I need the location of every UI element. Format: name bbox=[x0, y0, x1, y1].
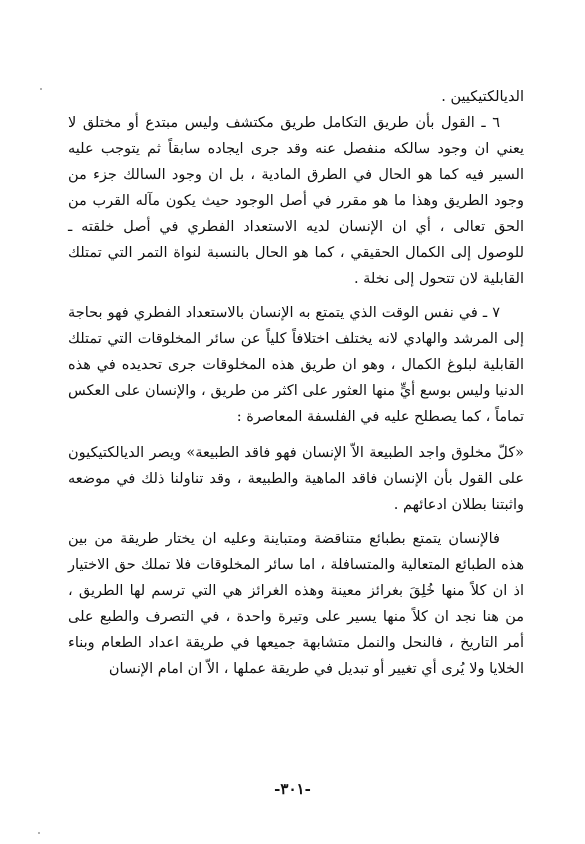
paragraph-point-7: ٧ ـ في نفس الوقت الذي يتمتع به الإنسان بالاستعداد الفطري فهو بحاجة إلى المرشد والهادي لانه يختلف اختلافاً كلياً عن سائر المخلوقات التي تمتلك القابلية لبلوغ الكمال ، وهو ان طريق هذه المخلوقات جرى تحديده في هذه الدنيا وليس بوسع أيٍّ منها العثور على اكثر من طريق ، والإنسان على العكس تماماً ، كما يصطلح عليه في الفلسفة المعاصرة : bbox=[68, 305, 524, 425]
paragraph-point-6: ٦ ـ القول بأن طريق التكامل طريق مكتشف وليس مبتدع أو مختلق لا يعني ان وجود سالكه منفصل عنه وقد جرى ايجاده سابقاً ثم يتوجب عليه السير فيه كما هو الحال في الطرق المادية ، بل ان وجود السالك جزء من وجود الطريق وهذا ما هو مقرر في أصل الوجود حيث يكون مآله القرب من الحق تعالى ، أي ان الإنسان لديه الاستعداد الفطري في أصل خلقته ـ للوصول إلى الكمال الحقيقي ، كما هو الحال بالنسبة لنواة التمر التي تمتلك القابلية لان تتحول إلى نخلة . bbox=[68, 115, 524, 287]
paragraph-continuation: الديالكتيكيين . bbox=[441, 89, 524, 105]
paragraph-human-nature: فالإنسان يتمتع بطبائع متناقضة ومتباينة وعليه ان يختار طريقة من بين هذه الطبائع المتعالية والمتسافلة ، اما سائر المخلوقات فلا تملك حق الاختيار اذ ان كلاً منها خُلِقَ بغرائز معينة وهذه الغرائز هي التي ترسم لها الطريق ، من هنا نجد ان كلاً منها يسير على وتيرة واحدة ، في التصرف والطبع على أمر التاريخ ، فالنحل والنمل متشابهة جميعها في طريقة اعداد الطعام وبناء الخلايا ولا يُرى أي تغيير أو تبديل في طريقة عملها ، الاّ ان امام الإنسان bbox=[68, 531, 524, 677]
page-number: -٣٠١- bbox=[274, 780, 311, 798]
body-text bbox=[68, 84, 524, 682]
scan-speck bbox=[40, 88, 42, 90]
scan-speck bbox=[38, 832, 40, 834]
paragraph-quote: «كلّ مخلوق واجد الطبيعة الاّ الإنسان فهو فاقد الطبيعة» ويصر الديالكتيكيون على القول بأن الإنسان فاقد الماهية والطبيعة ، وقد تناولنا ذلك في موضعه واثبتنا بطلان ادعائهم . bbox=[68, 445, 524, 513]
